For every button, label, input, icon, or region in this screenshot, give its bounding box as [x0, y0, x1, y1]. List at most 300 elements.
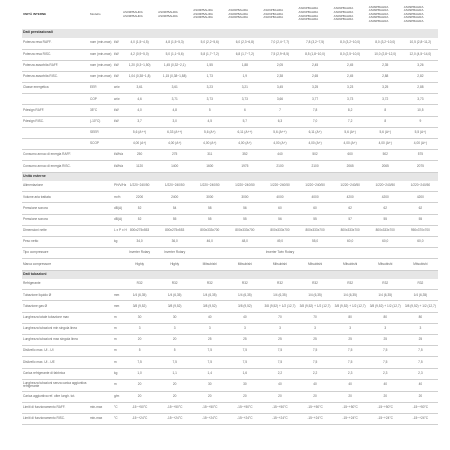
value-cell: 7,5	[122, 357, 157, 368]
value-cell: 6,0 (2,3~6,8)	[227, 38, 262, 50]
value-cell: 55	[368, 214, 403, 225]
value-cell: 5,7	[227, 116, 262, 127]
value-cell: 8,0 (3,2~10,0)	[368, 38, 403, 50]
value-cell: 250	[122, 150, 157, 161]
value-cell: 1/4 (6,35)	[157, 290, 192, 301]
value-cell: Mitsubishi	[227, 259, 262, 270]
value-cell: 30	[157, 312, 192, 323]
row-label: Dislivello max. UI - UE	[22, 357, 89, 368]
row-label: Limiti di funzionamento RISC.	[22, 414, 89, 425]
value-cell: 60	[262, 203, 297, 214]
value-cell: 352	[227, 150, 262, 161]
value-cell: 40	[262, 379, 297, 391]
value-cell: -15~+50°C	[298, 402, 333, 413]
row-unit: m	[113, 346, 122, 357]
value-cell: Mitsubishi	[298, 259, 333, 270]
value-cell: 2100	[298, 161, 333, 172]
value-cell: -15~+50°C	[227, 402, 262, 413]
value-cell: 1/220~240/50	[122, 181, 157, 192]
row-condition	[89, 357, 113, 368]
row-unit	[113, 139, 122, 150]
value-cell: 1,55	[192, 60, 227, 71]
row-condition: nom (min-max)	[89, 60, 113, 71]
value-cell: 52	[122, 203, 157, 214]
row-condition	[89, 225, 113, 236]
value-cell: 3,73	[403, 94, 438, 105]
value-cell: 4,00 (A+)	[368, 139, 403, 150]
value-cell: 5	[157, 346, 192, 357]
value-cell: 56	[262, 214, 297, 225]
value-cell: 3,45	[262, 83, 297, 94]
value-cell: 20	[157, 391, 192, 402]
row-condition: SCOP	[89, 139, 113, 150]
value-cell: 2,05	[262, 60, 297, 71]
value-cell: 800x333x700	[262, 225, 297, 236]
table-row	[22, 357, 438, 368]
value-cell: 3,61	[157, 83, 192, 94]
value-cell: R32	[122, 279, 157, 290]
value-cell: 25	[262, 335, 297, 346]
value-cell	[403, 248, 438, 259]
value-cell: 8,2	[333, 105, 368, 116]
value-cell: 1/220~240/50	[368, 181, 403, 192]
value-cell: R32	[368, 279, 403, 290]
value-cell: 6,3	[262, 116, 297, 127]
value-cell: Mitsubishi	[192, 259, 227, 270]
value-cell: 3,7	[122, 116, 157, 127]
row-label: Classe energetica	[22, 83, 89, 94]
row-unit: PH/V/Hz	[113, 181, 122, 192]
value-cell: R32	[157, 279, 192, 290]
value-cell: 7,2	[333, 116, 368, 127]
value-cell: 7,5	[368, 346, 403, 357]
value-cell: 7,5	[192, 346, 227, 357]
table-row	[22, 346, 438, 357]
value-cell: R32	[262, 279, 297, 290]
value-cell: 1/220~240/50	[333, 181, 368, 192]
value-cell: 1/220~240/50	[157, 181, 192, 192]
model-name: AS09PBAHRA AS09PBAHRA AS09PBAHRA	[228, 8, 248, 20]
value-cell: 20	[262, 391, 297, 402]
row-condition	[89, 237, 113, 248]
value-cell: 7,0 (2,4~7,7)	[262, 38, 297, 50]
value-cell: 1400	[157, 161, 192, 172]
value-cell: 7,5	[333, 357, 368, 368]
value-cell: 800x333x700	[298, 225, 333, 236]
value-cell: 5,6 (A+)	[192, 127, 227, 138]
table-row	[22, 71, 438, 82]
value-cell: 2,65	[298, 71, 333, 82]
row-label: Lunghezza tubazioni max singola linea	[22, 335, 89, 346]
row-unit: kWh/a	[113, 161, 122, 172]
row-unit: kW	[113, 116, 122, 127]
value-cell: 4,2 (0,9~5,0)	[122, 49, 157, 60]
value-cell: 3,21	[227, 83, 262, 94]
table-row	[22, 259, 438, 270]
row-label: Tipo compressore	[22, 248, 89, 259]
value-cell: Mitsubishi	[262, 259, 297, 270]
value-cell: 7,5	[298, 357, 333, 368]
row-condition	[89, 192, 113, 203]
table-row	[22, 161, 438, 172]
row-condition	[89, 312, 113, 323]
value-cell: 800x333x700	[192, 225, 227, 236]
value-cell: 34,0	[122, 237, 157, 248]
model-name: AS09PBAHRA AS09PBAHRA AS09PBAHRA	[263, 8, 284, 20]
row-condition	[89, 214, 113, 225]
model-name: AS09PBAHRA AS09PBAHRA AS09PBAHRA AS09PBAHRA	[333, 6, 354, 22]
row-condition	[89, 379, 113, 391]
value-cell: 1,20 (0,3~1,50)	[122, 60, 157, 71]
table-row	[22, 127, 438, 138]
spec-sheet	[22, 0, 438, 425]
value-cell: 7,0	[298, 116, 333, 127]
value-cell: 40	[368, 379, 403, 391]
value-cell: 3/8 (9,52)	[157, 301, 192, 312]
row-unit: L x P x H	[113, 225, 122, 236]
row-unit: w/w	[113, 94, 122, 105]
value-cell: 1600	[192, 161, 227, 172]
value-cell: 52	[122, 214, 157, 225]
value-cell: 25	[403, 335, 438, 346]
section-header	[22, 29, 438, 38]
value-cell: 3/8 (9,52) + 1/2 (12,7)	[403, 301, 438, 312]
value-cell: 3,0	[157, 116, 192, 127]
value-cell: Inverter Twin Rotary	[262, 248, 297, 259]
row-unit: m³/h	[113, 192, 122, 203]
value-cell: R32	[227, 279, 262, 290]
value-cell: 4,00 (A+)	[403, 139, 438, 150]
row-label: Lunghezza tubazioni min singola linea	[22, 323, 89, 334]
value-cell: 575	[403, 150, 438, 161]
value-cell: 1/4 (6,35)	[122, 290, 157, 301]
value-cell: 2100	[262, 161, 297, 172]
value-cell: -15~+50°C	[262, 402, 297, 413]
value-cell: 4,00 (A+)	[192, 139, 227, 150]
value-cell: 36,0	[157, 237, 192, 248]
value-cell: 7,5	[298, 346, 333, 357]
value-cell: 2065	[368, 161, 403, 172]
table-row	[22, 83, 438, 94]
row-unit: kW	[113, 71, 122, 82]
row-condition: COP	[89, 94, 113, 105]
value-cell: 2,3	[333, 368, 368, 379]
value-cell: R32	[333, 279, 368, 290]
row-label: Marca compressore	[22, 259, 89, 270]
value-cell: 4,00 (A+)	[122, 139, 157, 150]
row-label: Lunghezza tubazioni senza carica aggiuntiva refrigerante	[22, 379, 89, 391]
value-cell: 4,8 (1,5~5,3)	[157, 38, 192, 50]
value-cell: Inverter Rotary	[122, 248, 157, 259]
model-name: AS09PBAHRA AS09PBAHRA AS09PBAHRA AS09PBAHRA AS09PBAHRA	[403, 4, 424, 23]
value-cell: 3000	[192, 192, 227, 203]
value-cell: 3,66	[262, 94, 297, 105]
value-cell: 2,45	[333, 60, 368, 71]
value-cell: 4,00 (A+)	[333, 139, 368, 150]
value-cell: 3	[403, 323, 438, 334]
value-cell: 1/220~240/50	[227, 181, 262, 192]
value-cell: 60,0	[403, 237, 438, 248]
value-cell: 7,5	[403, 357, 438, 368]
row-unit: kW	[113, 60, 122, 71]
value-cell: 40	[403, 379, 438, 391]
value-cell: 7,5	[368, 357, 403, 368]
value-cell: 1/220~240/50	[298, 181, 333, 192]
table-row	[22, 116, 438, 127]
row-condition: nom (min-max)	[89, 38, 113, 50]
value-cell: 440	[262, 150, 297, 161]
value-cell: 3,23	[333, 83, 368, 94]
row-unit: g/m	[113, 391, 122, 402]
value-cell: 20	[122, 391, 157, 402]
value-cell: 7	[262, 105, 297, 116]
table-row	[22, 301, 438, 312]
row-condition	[89, 346, 113, 357]
row-label	[22, 127, 89, 138]
value-cell: 2075	[403, 161, 438, 172]
value-cell: Inverter Rotary	[157, 248, 192, 259]
value-cell: 2,35	[368, 60, 403, 71]
value-cell: 1/220~240/50	[262, 181, 297, 192]
row-condition	[89, 279, 113, 290]
value-cell: 1,73	[192, 71, 227, 82]
value-cell: R32	[298, 279, 333, 290]
value-cell: 3/8 (9,52)	[122, 301, 157, 312]
value-cell: 62	[333, 203, 368, 214]
value-cell: 3000	[227, 192, 262, 203]
value-cell: 5	[192, 105, 227, 116]
value-cell: 4200	[368, 192, 403, 203]
value-cell	[192, 248, 227, 259]
value-cell: 4,6	[122, 94, 157, 105]
value-cell: 3/8 (9,52) + 1/2 (12,7)	[333, 301, 368, 312]
value-cell: 6,11 (A++)	[227, 127, 262, 138]
row-label: Carica aggiuntiva ref. oltre lungh. tot.	[22, 391, 89, 402]
value-cell: 55	[192, 214, 227, 225]
value-cell: 20	[192, 391, 227, 402]
row-label: Potenza resa RISC.	[22, 49, 89, 60]
value-cell: 62	[368, 203, 403, 214]
value-cell: 6,8 (1,7~7,2)	[227, 49, 262, 60]
value-cell: 6,33 (A++)	[157, 127, 192, 138]
row-unit: m	[113, 323, 122, 334]
value-cell: 20	[157, 379, 192, 391]
table-row	[22, 203, 438, 214]
value-cell: 1975	[227, 161, 262, 172]
value-cell: 20	[227, 391, 262, 402]
value-cell: Mitsubishi	[368, 259, 403, 270]
row-label: Volume aria trattata	[22, 192, 89, 203]
row-label: Peso netto	[22, 237, 89, 248]
section-title: Dati prestazionali	[22, 29, 438, 38]
value-cell: 3	[368, 323, 403, 334]
value-cell: 1,45 (0,32~2,1)	[157, 60, 192, 71]
table-row	[22, 335, 438, 346]
section-title: Unità esterne	[22, 172, 438, 181]
value-cell: -15~+50°C	[333, 402, 368, 413]
value-cell: 20	[403, 391, 438, 402]
table-row	[22, 290, 438, 301]
value-cell: 7,5	[262, 346, 297, 357]
row-unit: w/w	[113, 83, 122, 94]
value-cell: 502	[368, 150, 403, 161]
value-cell: 8,0 (3,2~10,0)	[333, 38, 368, 50]
value-cell: 2,45	[333, 71, 368, 82]
table-row	[22, 139, 438, 150]
value-cell: 55,0	[298, 237, 333, 248]
value-cell: 7,5	[157, 357, 192, 368]
value-cell: 3/8 (9,52) + 1/2 (12,7)	[298, 301, 333, 312]
section-title: Dati tubazioni	[22, 270, 438, 279]
value-cell: 7,5	[192, 357, 227, 368]
row-unit: kW	[113, 38, 122, 50]
value-cell: 3,71	[157, 94, 192, 105]
row-label	[22, 139, 89, 150]
table-row	[22, 402, 438, 413]
value-cell: -15~+24°C	[192, 414, 227, 425]
value-cell: 4000	[262, 192, 297, 203]
value-cell: 5,6 (A++)	[262, 127, 297, 138]
table-row	[22, 237, 438, 248]
value-cell: 48,0	[227, 237, 262, 248]
table-row	[22, 379, 438, 391]
row-label: Dislivello max. UI - UI	[22, 346, 89, 357]
spec-table	[22, 0, 438, 425]
value-cell: 1,04 (0,38~1,8)	[122, 71, 157, 82]
value-cell: 3	[333, 323, 368, 334]
value-cell	[333, 248, 368, 259]
value-cell: 800x333x700	[227, 225, 262, 236]
value-cell: 5,0 (2,2~5,6)	[192, 38, 227, 50]
value-cell: 56	[227, 203, 262, 214]
row-label: Carica refrigerante di fabbrica	[22, 368, 89, 379]
row-unit: m	[113, 379, 122, 391]
value-cell: 3,73	[192, 94, 227, 105]
value-cell: 2,88	[368, 71, 403, 82]
row-condition	[89, 391, 113, 402]
value-cell: 800x333x700	[333, 225, 368, 236]
value-cell: 1/4 (6,35)	[262, 290, 297, 301]
value-cell: 7,5	[227, 346, 262, 357]
value-cell: 4000	[298, 192, 333, 203]
table-row	[22, 94, 438, 105]
value-cell: 62	[403, 203, 438, 214]
value-cell: 55	[227, 214, 262, 225]
table-row	[22, 414, 438, 425]
table-row	[22, 368, 438, 379]
value-cell: 40	[298, 379, 333, 391]
value-cell: -15~+24°C	[333, 414, 368, 425]
value-cell: 3,23	[192, 83, 227, 94]
value-cell: -15~+24°C	[368, 414, 403, 425]
value-cell: 3,26	[403, 60, 438, 71]
value-cell: 20	[122, 379, 157, 391]
row-condition: SEER	[89, 127, 113, 138]
value-cell: 30	[122, 312, 157, 323]
section-header	[22, 172, 438, 181]
value-cell: 46,0	[192, 237, 227, 248]
table-row	[22, 248, 438, 259]
row-condition	[89, 323, 113, 334]
value-cell: 800x275x553	[122, 225, 157, 236]
value-cell: 9	[403, 116, 438, 127]
value-cell: 55	[298, 214, 333, 225]
value-cell: 3,25	[298, 83, 333, 94]
row-condition	[89, 203, 113, 214]
value-cell: 2,2	[298, 368, 333, 379]
value-cell: 40	[192, 312, 227, 323]
row-unit: dB(A)	[113, 203, 122, 214]
row-unit: m	[113, 357, 122, 368]
value-cell: 1/4 (6,35)	[368, 290, 403, 301]
table-row	[22, 38, 438, 50]
header-row	[22, 0, 438, 29]
table-row	[22, 279, 438, 290]
value-cell: 2,38	[262, 71, 297, 82]
value-cell: 7,5	[403, 346, 438, 357]
value-cell: 54	[157, 203, 192, 214]
value-cell: -15~+24°C	[262, 414, 297, 425]
value-cell: 800x275x553	[157, 225, 192, 236]
value-cell	[227, 248, 262, 259]
value-cell: 2,45	[298, 60, 333, 71]
value-cell: 3/8 (9,52)	[227, 301, 262, 312]
row-condition	[89, 161, 113, 172]
model-name: AS09PBAHRA AS09PBAHRA	[158, 9, 178, 18]
row-label: Refrigerante	[22, 279, 89, 290]
value-cell: 60,0	[333, 237, 368, 248]
row-condition: nom (min-max)	[89, 49, 113, 60]
value-cell: 7,5	[333, 346, 368, 357]
model-name: AS09PBAHRA AS09PBAHRA AS09PBAHRA AS09PBAHRA AS09PBAHRA	[368, 4, 389, 23]
row-label: Pdesign RISC.	[22, 116, 89, 127]
value-cell: 4,5	[192, 116, 227, 127]
value-cell: 800x333x700	[368, 225, 403, 236]
value-cell: 1120	[122, 161, 157, 172]
row-unit: kW	[113, 105, 122, 116]
value-cell: 3	[192, 323, 227, 334]
row-label: Potenza resa RAFF.	[22, 38, 89, 50]
row-condition	[89, 259, 113, 270]
row-label: Consumo annuo di energia RAFF.	[22, 150, 89, 161]
value-cell: 1,0	[122, 368, 157, 379]
value-cell: -15~+50°C	[192, 402, 227, 413]
value-cell: 5,8 (1,7~7,2)	[192, 49, 227, 60]
row-unit	[113, 127, 122, 138]
value-cell: 55	[157, 214, 192, 225]
value-cell: -15~+50°C	[403, 402, 438, 413]
row-condition	[89, 290, 113, 301]
value-cell: Mitsubishi	[403, 259, 438, 270]
value-cell: 2,2	[262, 368, 297, 379]
value-cell: 8	[368, 105, 403, 116]
value-cell: 5,5 (A+)	[403, 127, 438, 138]
value-cell: 3,61	[122, 83, 157, 94]
value-cell: 70	[262, 312, 297, 323]
value-cell: 6,11 (A+)	[298, 127, 333, 138]
value-cell: 4,00 (A+)	[262, 139, 297, 150]
row-label: Lunghezza totale tubazione max	[22, 312, 89, 323]
row-label: Consumo annuo di energia RISC.	[22, 161, 89, 172]
value-cell: 2065	[333, 161, 368, 172]
value-cell	[368, 248, 403, 259]
row-condition: min-max	[89, 402, 113, 413]
row-label: Pdesign RAFF.	[22, 105, 89, 116]
row-unit: °C	[113, 402, 122, 413]
value-cell: 80	[368, 312, 403, 323]
row-unit: dB(A)	[113, 214, 122, 225]
value-cell: 2,82	[403, 71, 438, 82]
